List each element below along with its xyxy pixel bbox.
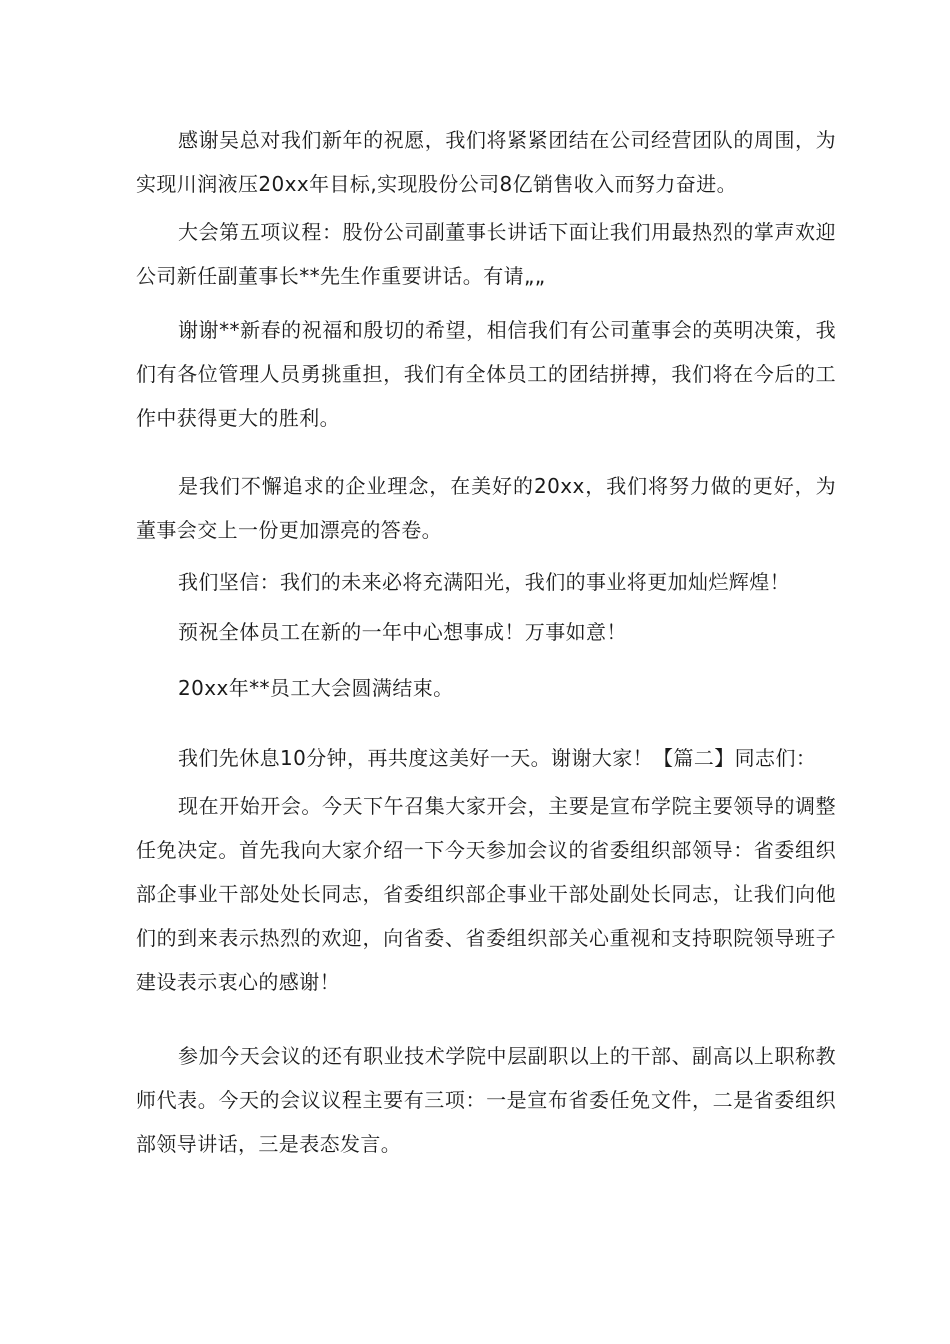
paragraph-1: 感谢吴总对我们新年的祝愿，我们将紧紧团结在公司经营团队的周围，为实现川润液压20xx年目标,实现股份公司8亿销售收入而努力奋进。 xyxy=(136,128,836,196)
paragraph-5: 我们坚信：我们的未来必将充满阳光，我们的事业将更加灿烂辉煌！ xyxy=(178,570,790,594)
paragraph-9: 现在开始开会。今天下午召集大家开会，主要是宣布学院主要领导的调整任免决定。首先我向大家介绍一下今天参加会议的省委组织部领导：省委组织部企事业干部处处长同志，省委组织部企事业干部处副处长同志，让我们向他们的到来表示热烈的欢迎，向省委、省委组织部关心重视和支持职院领导班子建设表示衷心的感谢！ xyxy=(136,794,836,994)
paragraph-10: 参加今天会议的还有职业技术学院中层副职以上的干部、副高以上职称教师代表。今天的会议议程主要有三项：一是宣布省委任免文件，二是省委组织部领导讲话，三是表态发言。 xyxy=(136,1044,836,1156)
paragraph-7: 20xx年**员工大会圆满结束。 xyxy=(178,676,454,700)
paragraph-4: 是我们不懈追求的企业理念，在美好的20xx，我们将努力做的更好，为董事会交上一份更加漂亮的答卷。 xyxy=(136,474,836,542)
paragraph-6: 预祝全体员工在新的一年中心想事成！万事如意！ xyxy=(178,620,627,644)
paragraph-8: 我们先休息10分钟，再共度这美好一天。谢谢大家！【篇二】同志们： xyxy=(178,746,817,770)
paragraph-3: 谢谢**新春的祝福和殷切的希望，相信我们有公司董事会的英明决策，我们有各位管理人员勇挑重担，我们有全体员工的团结拼搏，我们将在今后的工作中获得更大的胜利。 xyxy=(136,318,836,430)
paragraph-2: 大会第五项议程：股份公司副董事长讲话下面让我们用最热烈的掌声欢迎公司新任副董事长**先生作重要讲话。有请„„ xyxy=(136,220,836,288)
